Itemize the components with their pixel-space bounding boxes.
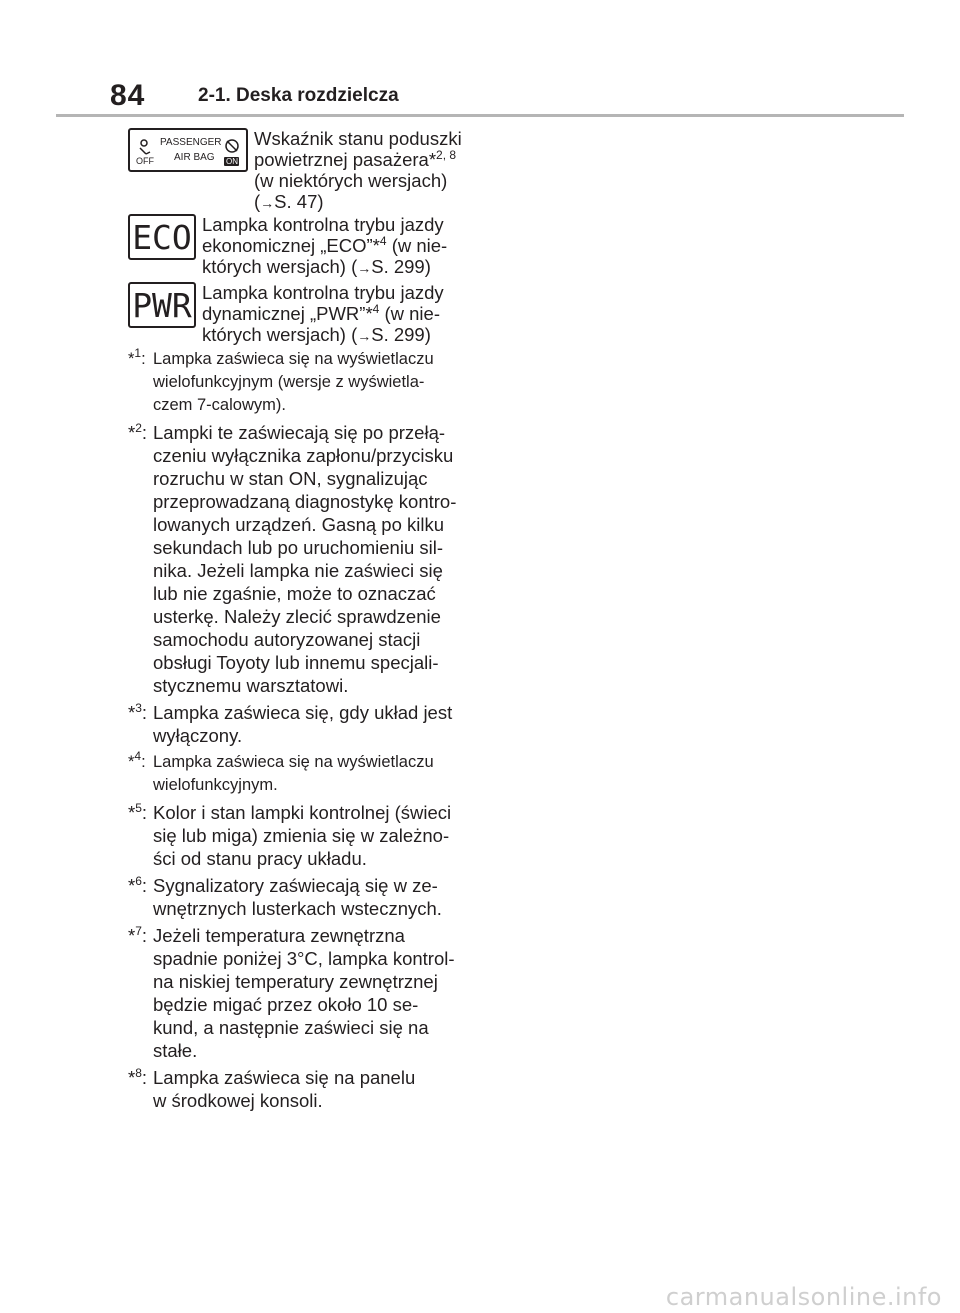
page-number: 84	[110, 79, 146, 112]
footnote-1	[128, 348, 468, 417]
footnote-line: samochodu autoryzowanej stacji	[153, 629, 421, 650]
footnote-line: kund, a następnie zaświeci się na	[153, 1017, 429, 1038]
footnote-line: Lampki te zaświecają się po przełą-	[153, 422, 446, 443]
footnote-marker: *$^7$:	[128, 924, 148, 946]
footnote-7	[128, 924, 468, 1062]
footnote-line: usterkę. Należy zlecić sprawdzenie	[153, 606, 441, 627]
footnote-line: Jeżeli temperatura zewnętrzna	[153, 925, 405, 946]
watermark: carmanualsonline.info	[665, 1283, 942, 1311]
footnote-line: rozruchu w stan ON, sygnalizując	[153, 468, 428, 489]
footnote-line: sekundach lub po uruchomieniu sil-	[153, 537, 444, 558]
eco-mode-icon: ECO	[128, 214, 196, 260]
footnote-line: Lampka zaświeca się, gdy układ jest	[153, 702, 453, 723]
power-mode-icon: PWR	[128, 282, 196, 328]
footnote-line: na niskiej temperatury zewnętrznej	[153, 971, 438, 992]
footnote-line: Lampka zaświeca się na wyświetlaczu	[153, 753, 434, 771]
footnote-5	[128, 801, 468, 870]
arrow-icon: →	[260, 195, 275, 211]
footnote-line: lub nie zgaśnie, może to oznaczać	[153, 583, 436, 604]
airbag-description: Wskaźnik stanu poduszki powietrznej pasażera*$^{2, 8}$ (w niektórych wersjach) (→S. 47)	[254, 128, 462, 212]
footnote-marker: *$^2$:	[128, 421, 148, 443]
footnote-line: wnętrznych lusterkach wstecznych.	[153, 898, 442, 919]
footnote-line: Lampka zaświeca się na wyświetlaczu	[153, 350, 434, 368]
passenger-airbag-icon	[128, 128, 248, 172]
arrow-icon: →	[357, 260, 372, 276]
footnote-3	[128, 701, 468, 747]
footnote-line: wyłączony.	[153, 725, 243, 746]
footnote-line: stałe.	[153, 1040, 198, 1061]
section-title: 2-1. Deska rozdzielcza	[198, 85, 399, 106]
pwr-description: Lampka kontrolna trybu jazdy dynamicznej „PWR”*$^4$ (w nie- których wersjach) (→S. 299)	[202, 282, 444, 345]
footnote-line: Kolor i stan lampki kontrolnej (świeci	[153, 802, 452, 823]
airbag-icon-label-top: PASSENGER	[160, 137, 222, 148]
footnote-line: wielofunkcyjnym.	[153, 776, 278, 794]
footnote-marker: *$^4$:	[128, 749, 146, 771]
footnote-line: wielofunkcyjnym (wersje z wyświetla-	[153, 373, 425, 391]
footnote-marker: *$^3$:	[128, 701, 148, 723]
footnote-line: lowanych urządzeń. Gasną po kilku	[153, 514, 445, 535]
footnote-line: obsługi Toyoty lub innemu specjali-	[153, 652, 439, 673]
airbag-icon-label-bottom: AIR BAG	[174, 152, 215, 163]
arrow-icon: →	[357, 328, 372, 344]
footnote-4	[128, 751, 468, 797]
footnote-line: Lampka zaświeca się na panelu	[153, 1067, 416, 1088]
footnote-line: w środkowej konsoli.	[153, 1090, 323, 1111]
footnote-line: przeprowadzaną diagnostykę kontro-	[153, 491, 457, 512]
footnote-line: czem 7-calowym).	[153, 396, 286, 414]
footnote-line: ści od stanu pracy układu.	[153, 848, 367, 869]
footnote-2	[128, 421, 468, 697]
footnote-marker: *$^1$:	[128, 346, 146, 368]
page-header	[0, 0, 960, 116]
header-divider	[56, 114, 904, 117]
footnote-8	[128, 1066, 468, 1112]
footnote-line: stycznemu warsztatowi.	[153, 675, 349, 696]
footnote-marker: *$^8$:	[128, 1066, 148, 1088]
footnote-marker: *$^5$:	[128, 801, 148, 823]
eco-description: Lampka kontrolna trybu jazdy ekonomicznej „ECO”*$^4$ (w nie- których wersjach) (→S. 299)	[202, 214, 448, 277]
airbag-icon-on: ON	[226, 157, 238, 166]
footnote-6	[128, 874, 468, 920]
footnote-line: Sygnalizatory zaświecają się w ze-	[153, 875, 438, 896]
footnote-line: spadnie poniżej 3°C, lampka kontrol-	[153, 948, 455, 969]
footnote-line: nika. Jeżeli lampka nie zaświeci się	[153, 560, 443, 581]
footnote-line: się lub miga) zmienia się w zależno-	[153, 825, 450, 846]
footnotes	[128, 348, 468, 1116]
airbag-icon-off: OFF	[136, 156, 154, 166]
footnote-line: będzie migać przez około 10 se-	[153, 994, 419, 1015]
footnote-line: czeniu wyłącznika zapłonu/przycisku	[153, 445, 454, 466]
footnote-marker: *$^6$:	[128, 874, 148, 896]
